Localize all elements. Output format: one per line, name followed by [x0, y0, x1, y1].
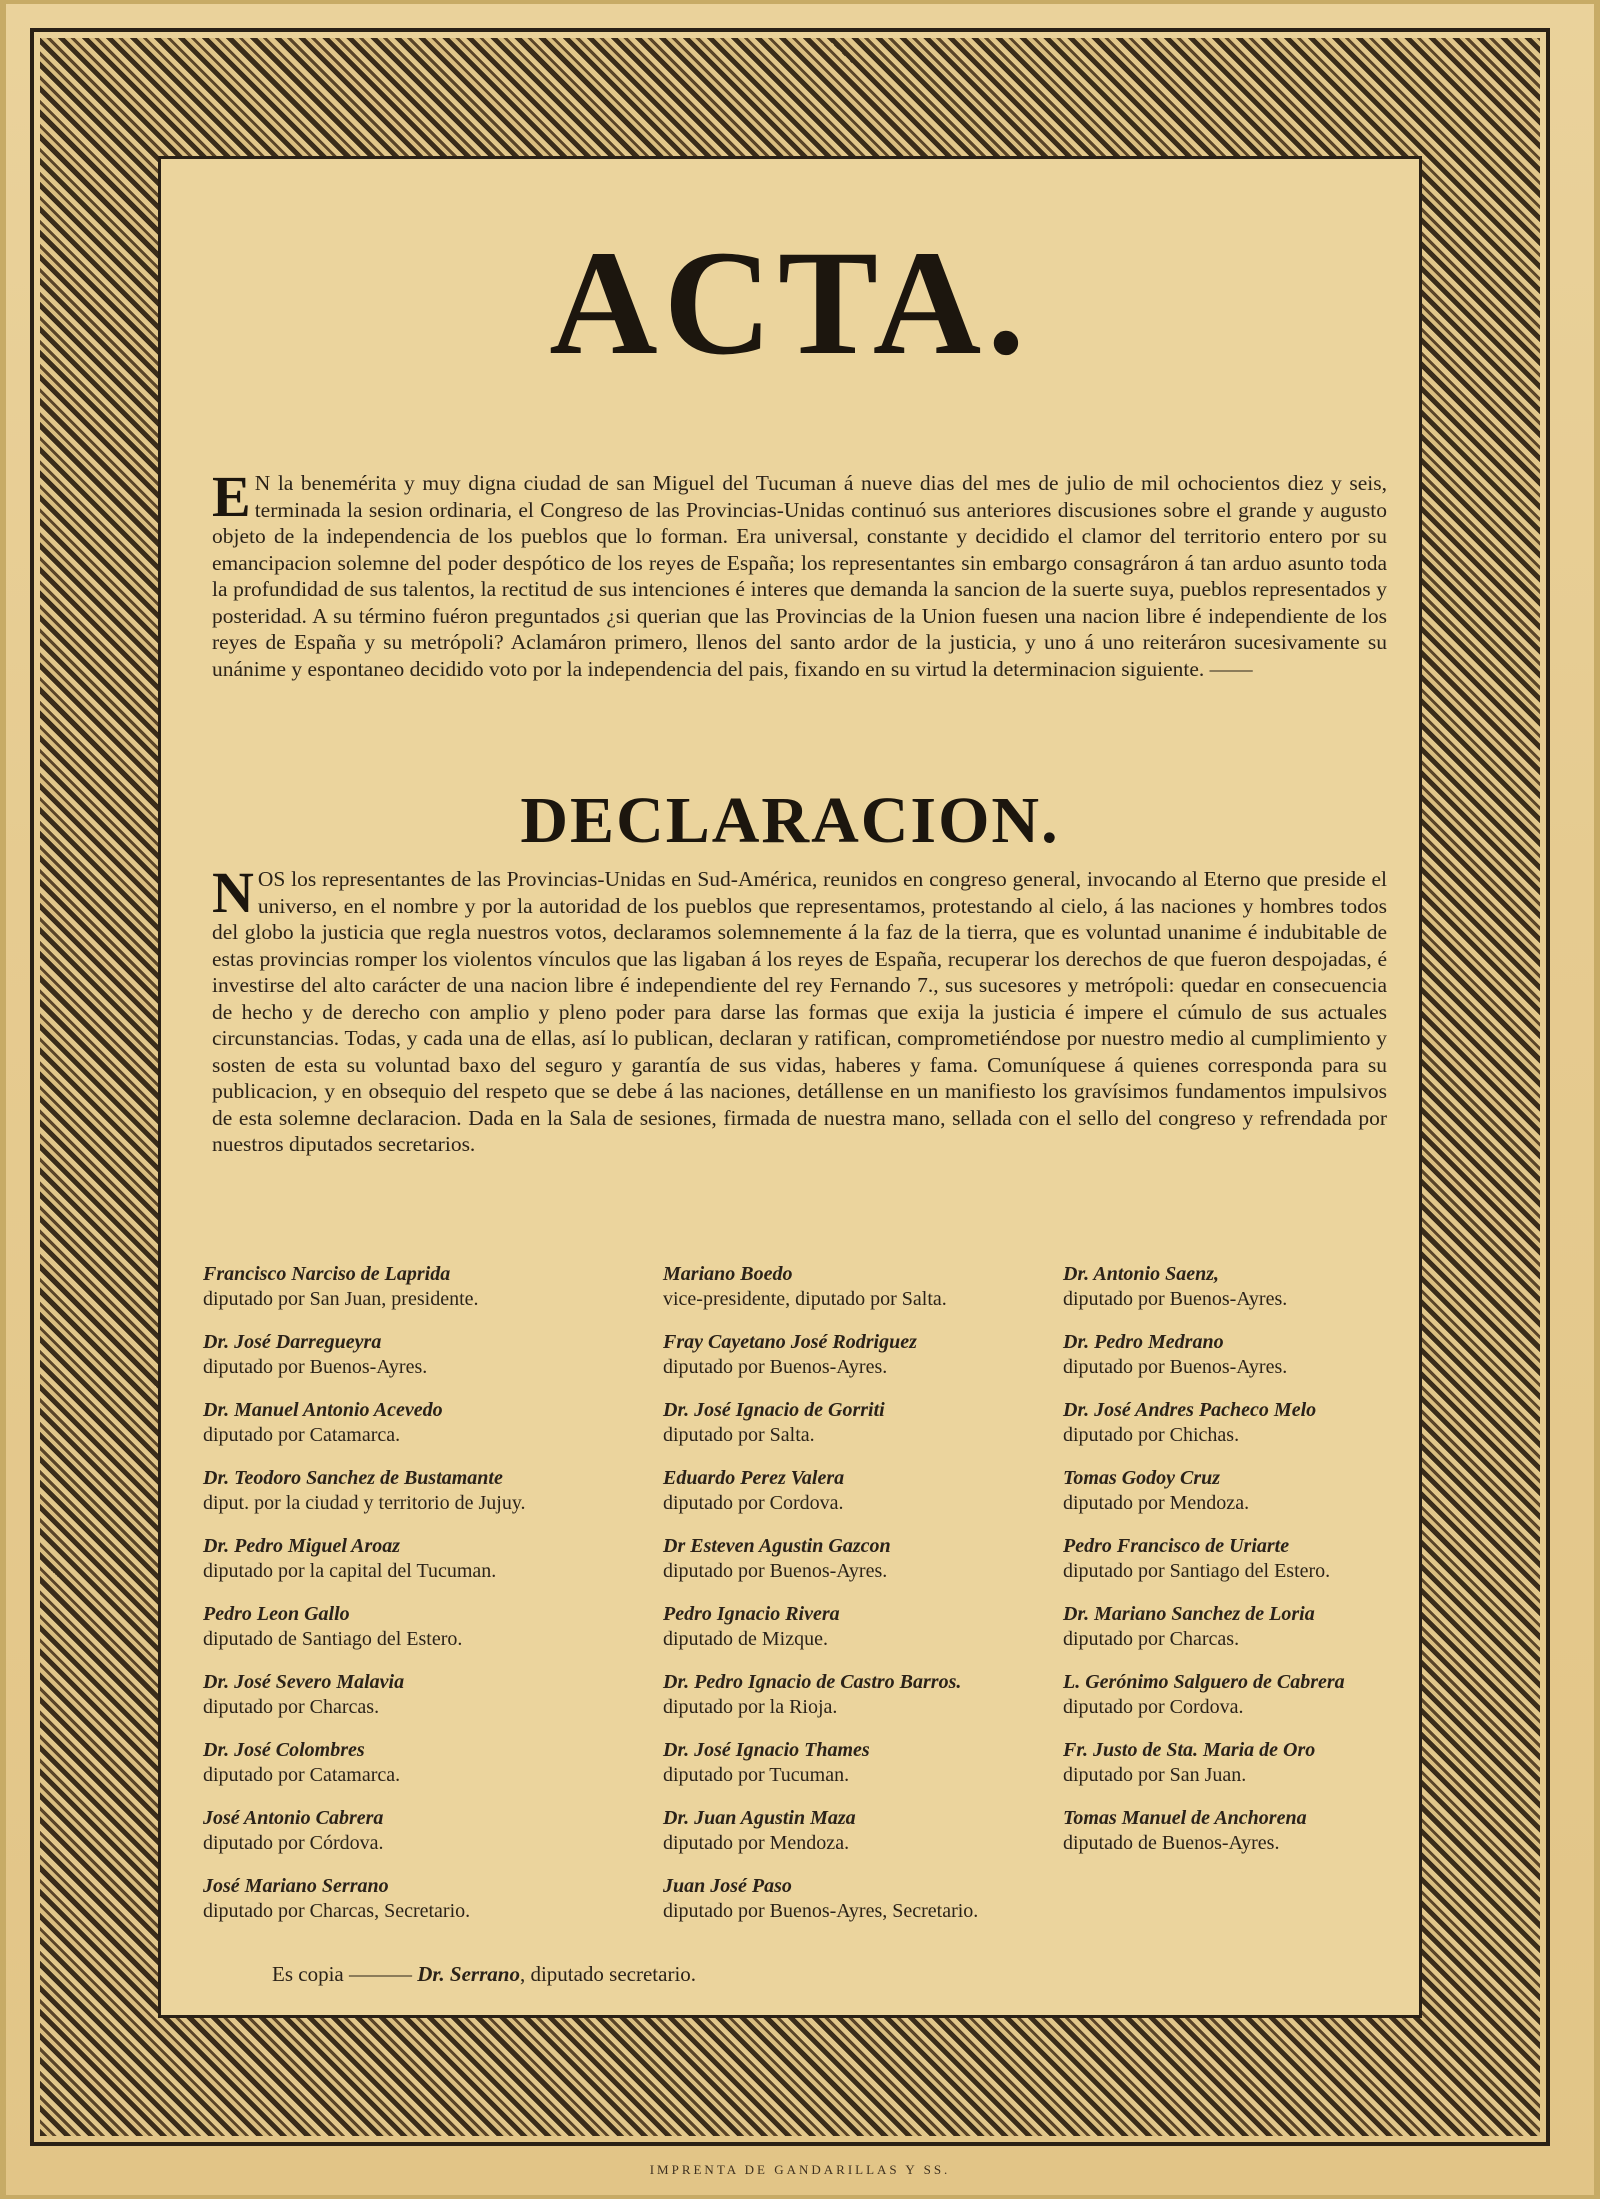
signatory-role: diputado por Buenos-Ayres.: [1063, 1356, 1288, 1378]
signatory-role: diputado por Cordova.: [663, 1492, 844, 1514]
signatory-name: Dr. Antonio Saenz,: [1063, 1263, 1219, 1285]
signatory: [203, 1330, 663, 1380]
signatory-role: diputado por San Juan, presidente.: [203, 1288, 479, 1310]
signatory-name: Pedro Francisco de Uriarte: [1063, 1535, 1290, 1557]
signatory: [203, 1262, 663, 1312]
signatory-name: Dr. Pedro Miguel Aroaz: [203, 1535, 401, 1557]
signatory-name: Pedro Leon Gallo: [203, 1603, 350, 1625]
signatory: [663, 1738, 1063, 1788]
signatory: [1063, 1602, 1403, 1652]
signatory: [663, 1534, 1063, 1584]
signatory: [1063, 1806, 1403, 1856]
signatory: [203, 1466, 663, 1516]
signatory-role: diputado por Mendoza.: [663, 1832, 850, 1854]
signatory-role: diputado por Córdova.: [203, 1832, 384, 1854]
declaration-text: OS los representantes de las Provincias-Unidas en Sud-América, reunidos en congreso general, invocando al Eterno que preside el universo, en el nombre y por la autoridad de los pueblos que representamos, protestando al cielo, á las naciones y hombres todos del globo la justicia que regla nuestros votos, declaramos solemnemente á la faz de la tierra, que es voluntad unanime é indubitable de estas provincias romper los violentos vínculos que las ligaban á los reyes de España, recuperar los derechos de que fueron despojadas, é investirse del alto carácter de una nacion libre é independiente del rey Fernando 7., sus sucesores y metrópoli: quedar en consecuencia de hecho y de derecho con amplio y pleno poder para darse las formas que exija la justicia é impere el cúmulo de sus actuales circunstancias. Todas, y cada una de ellas, así lo publican, declaran y ratifican, comprometiéndose por nuestro medio al cumplimiento y sosten de esta su voluntad baxo del seguro y garantía de sus vidas, haberes y fama. Comuníquese á quienes corresponda para su publicacion, y en obsequio del respeto que se debe á las naciones, detállense en un manifiesto los gravísimos fundamentos impulsivos de esta solemne declaracion. Dada en la Sala de sesiones, firmada de nuestra mano, sellada con el sello del congreso y refrendada por nuestros diputados secretarios.: [212, 867, 1387, 1156]
signatory-name: Fray Cayetano José Rodriguez: [663, 1331, 917, 1353]
signatory-name: Juan José Paso: [663, 1875, 792, 1897]
signatory-role: diputado de Buenos-Ayres.: [1063, 1832, 1280, 1854]
copy-attestation: [272, 1962, 696, 1987]
signatory: [203, 1398, 663, 1448]
declaration-paragraph: [212, 860, 1387, 1158]
signatory-name: Dr. José Severo Malavia: [203, 1671, 405, 1693]
signatory-role: diputado de Santiago del Estero.: [203, 1628, 463, 1650]
copy-suffix: , diputado secretario.: [519, 1962, 697, 1986]
signatory: [203, 1670, 663, 1720]
intro-paragraph: [212, 464, 1387, 682]
signatory: [203, 1806, 663, 1856]
signatory: [203, 1602, 663, 1652]
printer-imprint: IMPRENTA DE GANDARILLAS Y SS.: [649, 2162, 951, 2177]
signatory: [1063, 1738, 1403, 1788]
signatory: [1063, 1330, 1403, 1380]
signatory-name: Dr. Mariano Sanchez de Loria: [1063, 1603, 1315, 1625]
signatory-name: Mariano Boedo: [663, 1263, 793, 1285]
signatory: [1063, 1534, 1403, 1584]
signatory: [203, 1738, 663, 1788]
signatory-role: diputado por Catamarca.: [203, 1424, 401, 1446]
signatory-role: diputado por la Rioja.: [663, 1696, 838, 1718]
signatory: [1063, 1466, 1403, 1516]
intro-dropcap: E: [212, 464, 251, 529]
signatory: [1063, 1262, 1403, 1312]
signatory: [663, 1670, 1063, 1720]
signatory-name: Tomas Manuel de Anchorena: [1063, 1807, 1307, 1829]
signatory-role: diputado por Chichas.: [1063, 1424, 1240, 1446]
signatory: [203, 1874, 663, 1924]
signatories-list: [203, 1262, 1403, 1924]
signatory-name: Pedro Ignacio Rivera: [663, 1603, 840, 1625]
signatory-role: diputado por Mendoza.: [1063, 1492, 1250, 1514]
signatory-name: Dr. José Ignacio de Gorriti: [663, 1399, 885, 1421]
signatory-role: diput. por la ciudad y territorio de Jujuy.: [203, 1492, 526, 1514]
signatory-role: diputado por Charcas.: [1063, 1628, 1240, 1650]
signatory-name: José Mariano Serrano: [203, 1875, 389, 1897]
signatory-name: L. Gerónimo Salguero de Cabrera: [1063, 1671, 1345, 1693]
signatory-role: diputado por Buenos-Ayres.: [203, 1356, 428, 1378]
signatory-name: Dr. José Ignacio Thames: [663, 1739, 870, 1761]
declaration-dropcap: N: [212, 860, 254, 925]
signatory-role: diputado por Cordova.: [1063, 1696, 1244, 1718]
signatory-role: diputado por Salta.: [663, 1424, 815, 1446]
signatory-role: diputado por Santiago del Estero.: [1063, 1560, 1331, 1582]
signatory-name: Dr. Teodoro Sanchez de Bustamante: [203, 1467, 503, 1489]
signatory-role: diputado por San Juan.: [1063, 1764, 1247, 1786]
signatory: [203, 1534, 663, 1584]
signatory: [663, 1466, 1063, 1516]
signatory: [663, 1874, 1063, 1924]
signatory-role: diputado por Tucuman.: [663, 1764, 850, 1786]
signatory: [663, 1806, 1063, 1856]
signatory-name: Dr. Pedro Ignacio de Castro Barros.: [663, 1671, 962, 1693]
document-title: ACTA.: [549, 220, 1031, 386]
signatory-role: diputado por Charcas.: [203, 1696, 380, 1718]
copy-signer: Dr. Serrano: [417, 1962, 520, 1986]
signatory-role: diputado por Buenos-Ayres.: [1063, 1288, 1288, 1310]
signatory-role: diputado por Catamarca.: [203, 1764, 401, 1786]
signatory-name: Dr Esteven Agustin Gazcon: [663, 1535, 891, 1557]
signatory-name: Dr. Juan Agustin Maza: [663, 1807, 856, 1829]
signatory-name: Dr. José Darregueyra: [203, 1331, 382, 1353]
signatory-name: Francisco Narciso de Laprida: [203, 1263, 451, 1285]
signatory-role: diputado por Buenos-Ayres.: [663, 1560, 888, 1582]
intro-text: N la benemérita y muy digna ciudad de san Miguel del Tucuman á nueve dias del mes de julio de mil ochocientos diez y seis, terminada la sesion ordinaria, el Congreso de las Provincias-Unidas continuó sus anteriores discusiones sobre el grande y augusto objeto de la independencia de los pueblos que lo forman. Era universal, constante y decidido el clamor del territorio entero por su emancipacion solemne del poder despótico de los reyes de España; los representantes sin embargo consagráron á tan arduo asunto toda la profundidad de sus talentos, la rectitud de sus intenciones é interes que demanda la sancion de la suerte suya, pueblos representados y posteridad. A su término fuéron preguntados ¿si querian que las Provincias de la Union fuesen una nacion libre é independiente de los reyes de España y su metrópoli? Aclamáron primero, llenos del santo ardor de la justicia, y uno á uno reiteráron sucesivamente su unánime y espontaneo decidido voto por la independencia del pais, fixando en su virtud la determinacion siguiente. ——: [212, 471, 1387, 681]
signatory-name: Eduardo Perez Valera: [663, 1467, 845, 1489]
signatory-name: Fr. Justo de Sta. Maria de Oro: [1063, 1739, 1316, 1761]
signatory: [663, 1398, 1063, 1448]
signatory-name: Dr. José Andres Pacheco Melo: [1063, 1399, 1317, 1421]
copy-prefix: Es copia ———: [272, 1962, 418, 1986]
signatory-name: Dr. Manuel Antonio Acevedo: [203, 1399, 443, 1421]
declaration-title: DECLARACION.: [520, 784, 1060, 857]
signatory-name: Dr. José Colombres: [203, 1739, 365, 1761]
signatory: [663, 1262, 1063, 1312]
signatory-role: diputado por Charcas, Secretario.: [203, 1900, 471, 1922]
signatory: [1063, 1398, 1403, 1448]
signatory-role: diputado por Buenos-Ayres.: [663, 1356, 888, 1378]
signatory-role: diputado por la capital del Tucuman.: [203, 1560, 497, 1582]
signatory: [663, 1330, 1063, 1380]
signatory-role: diputado de Mizque.: [663, 1628, 828, 1650]
signatory-role: diputado por Buenos-Ayres, Secretario.: [663, 1900, 979, 1922]
signatory-name: Tomas Godoy Cruz: [1063, 1467, 1221, 1489]
signatory-name: Dr. Pedro Medrano: [1063, 1331, 1224, 1353]
signatory: [663, 1602, 1063, 1652]
signatory: [1063, 1670, 1403, 1720]
signatory-name: José Antonio Cabrera: [203, 1807, 384, 1829]
signatory-role: vice-presidente, diputado por Salta.: [663, 1288, 947, 1310]
